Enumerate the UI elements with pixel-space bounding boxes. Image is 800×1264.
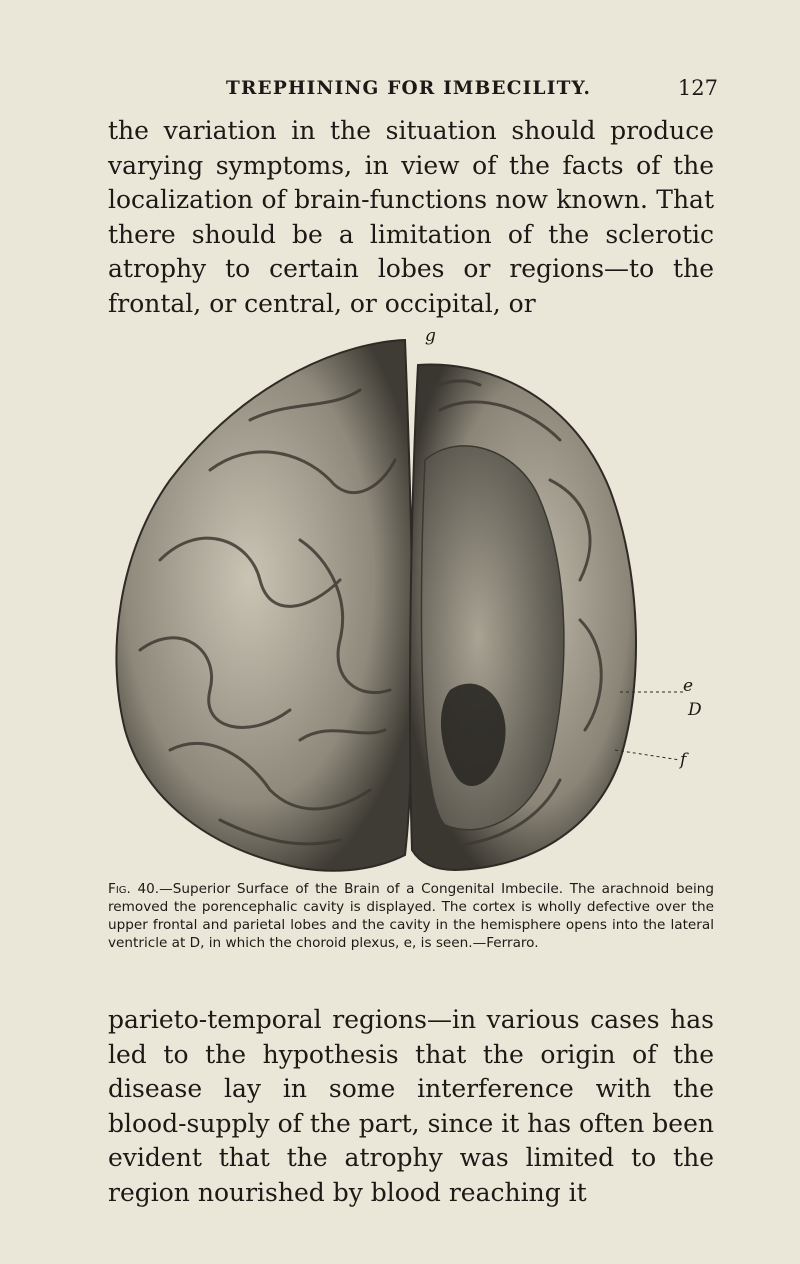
body-paragraph-bottom: parieto-temporal regions—in various cases has led to the hypothesis that the origin of the disease lay in some interference with the blood-supply of the part, since it has often been evident that the atrophy was limited to the region nourished by blood reaching it (108, 1005, 714, 1207)
label-D: D (688, 700, 702, 720)
caption-figure-number: Fig. 40. (108, 881, 160, 897)
running-head: TREPHINING FOR IMBECILITY. (226, 78, 592, 99)
brain-drawing (100, 320, 720, 880)
figure-caption (108, 880, 714, 952)
label-f: f (680, 750, 687, 770)
caption-text: —Superior Surface of the Brain of a Congenital Imbecile. The arachnoid being removed the porencephalic cavity is displayed. The cortex is wholly defective over the upper frontal and parietal lobes and the cavity in the hemisphere opens into the lateral ventricle at D, in which the choroid plexus, e, is seen.—Ferraro. (108, 881, 714, 951)
label-g: g (425, 326, 436, 346)
brain-illustration (100, 320, 720, 880)
body-paragraph-top: the variation in the situation should produce varying symptoms, in view of the facts of the localization of brain-functions now known. That there should be a limitation of the sclerotic atrophy to certain lobes or regions—to the frontal, or central, or occipital, or (108, 116, 714, 318)
label-e: e (683, 676, 694, 696)
page-header (108, 76, 718, 106)
page-number: 127 (677, 76, 718, 100)
